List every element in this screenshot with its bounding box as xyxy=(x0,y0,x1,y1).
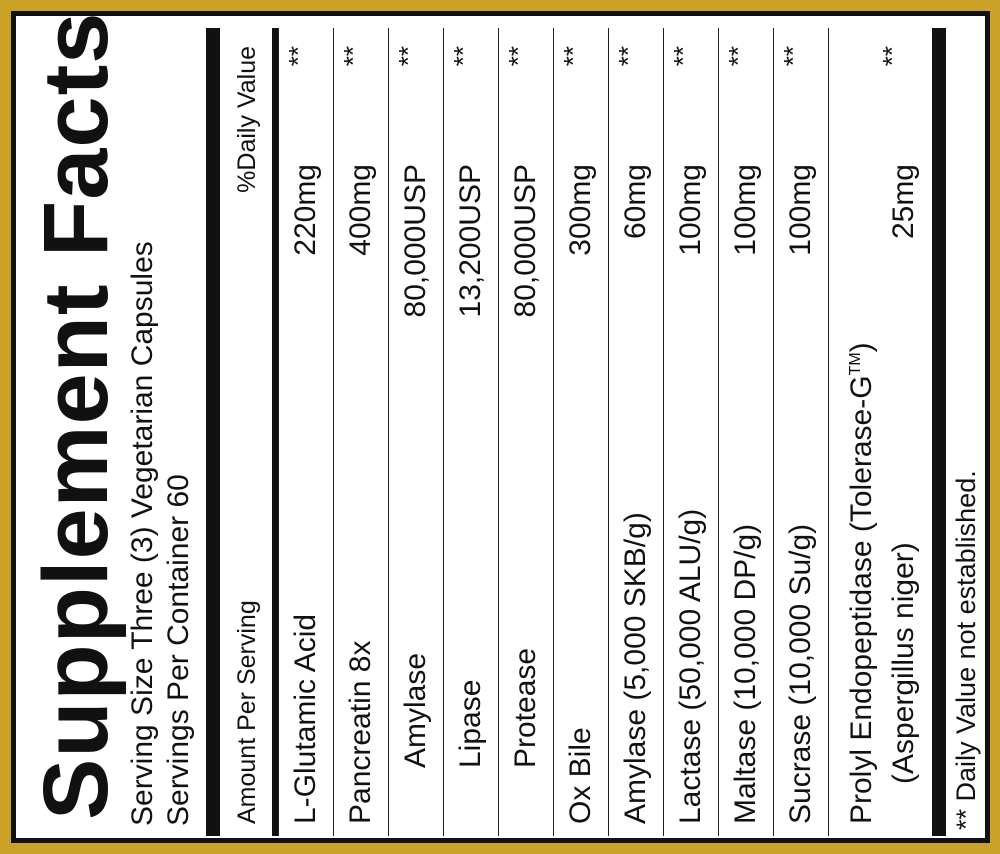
table-row xyxy=(608,28,663,836)
supplement-facts-panel xyxy=(16,11,995,848)
nutrient-amount: 100mg xyxy=(729,164,762,256)
daily-value-marker: ** xyxy=(503,46,533,67)
nutrient-name: Lactase (50,000 ALU/g) xyxy=(674,508,707,824)
table-row xyxy=(443,28,498,836)
table-row xyxy=(333,28,388,836)
trademark-mark: TM xyxy=(847,352,864,376)
table-row xyxy=(773,28,828,836)
table-row xyxy=(278,28,333,836)
nutrient-amount: 100mg xyxy=(784,164,817,256)
nutrient-amount: 60mg xyxy=(619,164,652,240)
table-header-row xyxy=(220,28,272,836)
nutrient-name: Lipase xyxy=(454,679,487,768)
daily-value-marker: ** xyxy=(393,46,423,67)
nutrient-name: Amylase (5,000 SKB/g) xyxy=(619,512,652,824)
table-row xyxy=(553,28,608,836)
daily-value-marker: ** xyxy=(723,46,753,67)
serving-size: Serving Size Three (3) Vegetarian Capsules xyxy=(126,241,159,826)
footnote: ** Daily Value not established. xyxy=(951,470,981,830)
nutrient-amount: 220mg xyxy=(289,164,322,256)
table-row xyxy=(718,28,773,836)
daily-value-marker: ** xyxy=(668,46,698,67)
nutrient-amount: 25mg xyxy=(887,164,920,240)
thick-divider-bottom xyxy=(932,28,946,836)
prolyl-name-end: ) xyxy=(845,342,878,353)
supplement-facts-label xyxy=(11,11,990,843)
daily-value-marker: ** xyxy=(877,46,907,67)
thick-divider-top xyxy=(206,28,220,836)
amount-per-serving-heading: Amount Per Serving xyxy=(233,600,261,824)
nutrient-amount: 80,000USP xyxy=(399,164,432,318)
nutrient-amount: 300mg xyxy=(564,164,597,256)
nutrient-amount: 100mg xyxy=(674,164,707,256)
daily-value-heading: %Daily Value xyxy=(233,46,261,193)
daily-value-marker: ** xyxy=(448,46,478,67)
table-row xyxy=(388,28,443,836)
nutrient-name: Amylase xyxy=(399,652,432,768)
nutrient-amount: 13,200USP xyxy=(454,164,487,318)
daily-value-marker: ** xyxy=(283,46,313,67)
table-row-prolyl xyxy=(828,28,932,836)
panel-title: Supplement Facts xyxy=(25,11,127,820)
nutrient-name xyxy=(839,342,879,824)
daily-value-marker: ** xyxy=(338,46,368,67)
table-row xyxy=(498,28,553,836)
nutrient-name: Ox Bile xyxy=(564,727,597,824)
nutrient-name: Protease xyxy=(509,647,542,768)
nutrient-amount: 400mg xyxy=(344,164,377,256)
nutrient-source: (Aspergillus niger) xyxy=(887,542,920,784)
nutrient-name: Sucrase (10,000 Su/g) xyxy=(784,523,817,824)
daily-value-marker: ** xyxy=(778,46,808,67)
nutrient-name: Pancreatin 8x xyxy=(344,640,377,824)
daily-value-marker: ** xyxy=(613,46,643,67)
servings-per-container: Servings Per Container 60 xyxy=(162,474,195,826)
table-row xyxy=(663,28,718,836)
nutrient-amount: 80,000USP xyxy=(509,164,542,318)
prolyl-name-text: Prolyl Endopeptidase (Tolerase-G xyxy=(845,375,878,824)
nutrient-name: L-Glutamic Acid xyxy=(289,613,322,824)
daily-value-marker: ** xyxy=(558,46,588,67)
nutrient-name: Maltase (10,000 DP/g) xyxy=(729,523,762,824)
